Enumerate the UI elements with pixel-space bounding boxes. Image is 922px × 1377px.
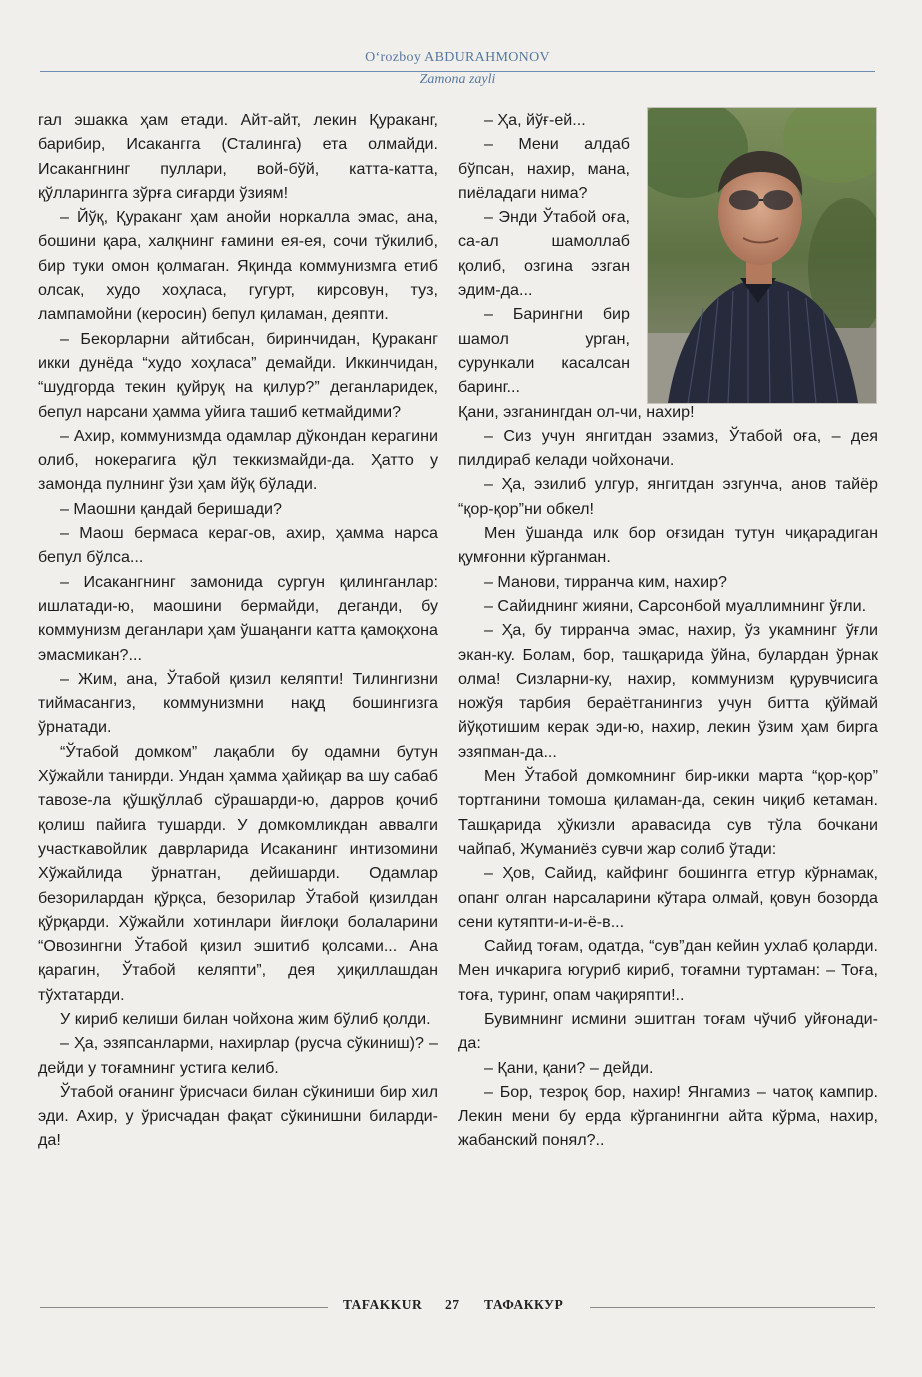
paragraph: – Ҳа, эзилиб улгур, янгитдан эзгунча, анов тайёр “қор-қор”ни обкел!	[458, 475, 878, 518]
paragraph: – Энди Ўтабой оға, са-ал шамоллаб қолиб, озгина эзган эдим-да...	[458, 208, 630, 300]
paragraph: Мен Ўтабой домкомнинг бир-икки марта “қор-қор” тортганини томоша қиламан-да, секин чиқиб кетаман. Ташқарида ҳўкизли аравасида сув тўла бочкани чайпаб, Жуманиёз сувчи жар солиб ўтади:	[458, 767, 878, 858]
paragraph: – Ҳа, йўғ-ей...	[484, 111, 586, 129]
paragraph: – Манови, тирранча ким, нахир?	[484, 572, 728, 591]
paragraph: гал эшакка ҳам етади. Айт-айт, лекин Қураканг, барибир, Исакангга (Сталинга) ета олмайди. Исакангнинг пуллари, вой-бўй, катта-катта, қўлларингга зўрға сиғарди ўзиям!	[38, 111, 438, 202]
paragraph: – Барингни бир шамол урган, сурункали касалсан баринг...	[458, 305, 630, 397]
paragraph: – Жим, ана, Ўтабой қизил келяпти! Тилингизни тиймасангиз, коммунизмни нақд бошингизга ўрнатади.	[38, 669, 438, 737]
paragraph: – Маошни қандай беришади?	[60, 499, 282, 518]
paragraph: – Йўқ, Қураканг ҳам анойи норкалла эмас, ана, бошини қара, халқнинг ғамини ея-ея, сочи тўкилиб, бир туки омон қолмаган. Яқинда коммунизмга етиб олсак, худо хоҳласа, гугурт, кирсовун, туз, лампамойни (керосин) бепул қиламан, деяпти.	[38, 208, 438, 324]
paragraph: – Ҳов, Сайид, кайфинг бошингга етгур кўрнамак, опанг олган нарсаларини кўтара олмай, қовун бозорда сени кутяпти-и-и-ё-в...	[458, 864, 878, 931]
paragraph: У кириб келиши билан чойхона жим бўлиб қолди.	[60, 1009, 431, 1028]
paragraph: – Ҳа, бу тирранча эмас, нахир, ўз укамнинг ўғли экан-ку. Болам, бор, ташқарида ўйна, булардан ўрнак олма! Сизларни-ку, нахир, коммунизм қурувчисига ножўя тарбия бераётганингиз учун битта қўймай йўқотишим керак эди-ю, нахир, лекин ўзим ҳам бирга эзяпман-да...	[458, 621, 878, 761]
paragraph: – Исакангнинг замонида сургун қилинганлар: ишлатади-ю, маошини бермайди, деганди, бу коммунизм деганлари ҳам ўшаңанги катта қамоқхона эмасмикан?...	[38, 572, 438, 664]
paragraph: Ўтабой оғанинг ўрисчаси билан сўкиниши бир хил эди. Ахир, у ўрисчадан фақат сўкинишни биларди-да!	[38, 1082, 438, 1150]
paragraph: Қани, эзганингдан ол-чи, нахир!	[458, 402, 695, 421]
paragraph: “Ўтабой домком” лақабли бу одамни бутун Хўжайли танирди. Ундан ҳамма ҳайиқар ва шу сабаб тавозе-ла қўшқўллаб сўрашарди-ю, дарров қочиб қолиш пайига тушарди. У домкомликдан аввалги участкавойлик даврларида Исаканинг интизомини Хўжайлида ўрнатган, дейишарди. Одамлар безорилардан қўрқса, безорилар Ўтабой қизилдан қўрқарди. Хўжайли хотинлари йиғлоқи болаларини “Овозингни Ўтабой қизил эшитиб қолсами... Ана қарагин, Ўтабой келяпти”, дея ҳиқиллашдан тўхтатарди.	[38, 742, 438, 1004]
paragraph: Сайид тоғам, одатда, “сув”дан кейин ухлаб қоларди. Мен ичкарига югуриб кириб, тоғамни туртаман: – Тоға, тоға, туринг, опам чақиряпти!..	[458, 937, 878, 1004]
paragraph: – Мени алдаб бўпсан, нахир, мана, пиёладаги нима?	[458, 135, 630, 202]
running-header	[40, 48, 875, 92]
page-footer	[40, 1296, 875, 1320]
left-column	[38, 108, 438, 1153]
work-title: Zamona zayli	[419, 72, 496, 87]
author-portrait-photo	[648, 108, 876, 403]
paragraph: – Қани, қани? – дейди.	[484, 1058, 654, 1077]
paragraph: – Бор, тезроқ бор, нахир! Янгамиз – чатоқ кампир. Лекин мени бу ерда кўрганингни айта кўрма, нахир, жабанский понял?..	[458, 1082, 878, 1150]
portrait-photo-icon	[648, 108, 876, 403]
page-number: 27	[445, 1297, 460, 1312]
footer-rule-left	[40, 1307, 328, 1308]
paragraph: – Сайиднинг жияни, Сарсонбой муаллимнинг ўғли.	[484, 596, 867, 615]
author-name: O‘rozboy ABDURAHMONOV	[365, 50, 550, 65]
paragraph: Бувимнинг исмини эшитган тоғам чўчиб уйғонади-да:	[458, 1009, 878, 1053]
paragraph: – Ҳа, эзяпсанларми, нахирлар (русча сўкиниш)? – дейди у тоғамнинг устига келиб.	[38, 1034, 438, 1077]
paragraph: – Маош бермаса кераг-ов, ахир, ҳамма нарса бепул бўлса...	[38, 524, 438, 567]
footer-rule-right	[590, 1307, 875, 1308]
magazine-name-latin: TAFAKKUR	[343, 1297, 423, 1312]
paragraph: – Ахир, коммунизмда одамлар дўкондан керагини олиб, нокерагига қўл теккизмайди-да. Ҳатто у замонда пулнинг ўзи ҳам йўқ бўлади.	[38, 426, 438, 494]
magazine-name-cyrillic: ТАФАККУР	[484, 1297, 564, 1312]
paragraph: – Бекорларни айтибсан, биринчидан, Қураканг икки дунёда “худо хоҳласа” демайди. Иккинчидан, “шудгорда текин қуйруқ на қилур?” деганларидек, бепул нарсани ҳамма уйига ташиб кетмайдими?	[38, 329, 438, 421]
paragraph: – Сиз учун янгитдан эзамиз, Ўтабой оға, – дея пилдираб келади чойхоначи.	[458, 426, 878, 470]
paragraph: Мен ўшанда илк бор оғзидан тутун чиқарадиган қумғонни кўрганман.	[458, 524, 878, 567]
